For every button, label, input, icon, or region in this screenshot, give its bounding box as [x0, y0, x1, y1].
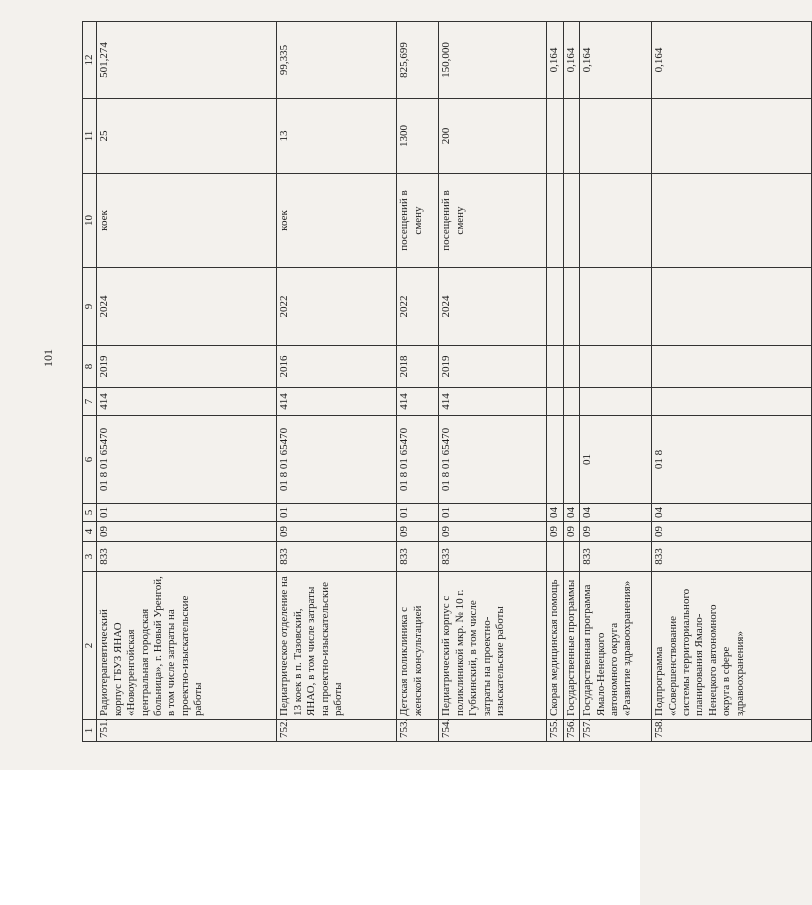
table-cell — [547, 268, 563, 346]
table-cell: 01 — [439, 504, 547, 522]
table-cell: 754. — [439, 720, 547, 742]
table-body — [83, 22, 812, 742]
table-cell — [547, 416, 563, 504]
rotated-table-area — [82, 22, 746, 742]
table-cell — [580, 174, 652, 268]
table-cell: 833 — [652, 542, 812, 572]
table-cell: 01 — [580, 416, 652, 504]
table-cell: 756. — [563, 720, 579, 742]
table-cell: Детская поликлиника с женской консультацией — [397, 572, 439, 720]
table-cell — [652, 268, 812, 346]
table-cell: 752. — [277, 720, 397, 742]
table-cell: 751. — [97, 720, 277, 742]
table-cell: 2024 — [439, 268, 547, 346]
header-cell: 5 — [83, 504, 97, 522]
header-row — [83, 22, 97, 742]
table-cell — [652, 99, 812, 174]
table-cell: 833 — [580, 542, 652, 572]
header-cell: 9 — [83, 268, 97, 346]
table-cell: 414 — [277, 388, 397, 416]
table-row — [97, 22, 277, 742]
table-cell: 01 — [97, 504, 277, 522]
table-cell: 755. — [547, 720, 563, 742]
page-number: 101 — [41, 349, 55, 367]
table-cell: 01 8 01 65470 — [97, 416, 277, 504]
table-cell: 0,164 — [563, 22, 579, 99]
header-cell: 7 — [83, 388, 97, 416]
table-cell: 99,335 — [277, 22, 397, 99]
table-cell: 200 — [439, 99, 547, 174]
table-cell: Педиатрический корпус с поликлиникой мкр. № 10 г. Губкинский, в том числе затраты на проектно-изыскательские работы — [439, 572, 547, 720]
table-cell — [580, 268, 652, 346]
table-cell: Подпрограмма «Совершенствование системы территориального планирования Ямало-Ненецкого автономного округа в сфере здравоохранения» — [652, 572, 812, 720]
table-cell: 01 8 01 65470 — [397, 416, 439, 504]
table-cell — [652, 174, 812, 268]
budget-table — [82, 21, 812, 742]
table-cell: 01 8 01 65470 — [277, 416, 397, 504]
table-cell — [580, 346, 652, 388]
table-cell: 150,000 — [439, 22, 547, 99]
table-cell: 758. — [652, 720, 812, 742]
table-cell: 501,274 — [97, 22, 277, 99]
table-cell: 757. — [580, 720, 652, 742]
table-cell — [563, 99, 579, 174]
table-cell: 09 — [652, 522, 812, 542]
table-cell: коек — [277, 174, 397, 268]
table-cell: 2019 — [439, 346, 547, 388]
table-cell — [563, 416, 579, 504]
table-cell: 09 — [563, 522, 579, 542]
table-cell: 01 — [277, 504, 397, 522]
table-cell: 04 — [563, 504, 579, 522]
table-cell: 04 — [652, 504, 812, 522]
header-cell: 4 — [83, 522, 97, 542]
table-cell — [580, 388, 652, 416]
table-cell: 825,699 — [397, 22, 439, 99]
table-cell — [547, 542, 563, 572]
table-cell — [563, 542, 579, 572]
table-cell — [547, 99, 563, 174]
header-cell: 11 — [83, 99, 97, 174]
table-row — [563, 22, 579, 742]
table-cell: 2022 — [277, 268, 397, 346]
table-cell: 414 — [439, 388, 547, 416]
table-cell: 0,164 — [652, 22, 812, 99]
table-cell: 01 — [397, 504, 439, 522]
table-cell — [563, 388, 579, 416]
table-cell: Государственная программа Ямало-Ненецкого автономного округа «Развитие здравоохранения» — [580, 572, 652, 720]
table-cell — [652, 346, 812, 388]
table-cell: Радиотерапевтический корпус ГБУЗ ЯНАО «Новоуренгойская центральная городская больница», г. Новый Уренгой, в том числе затраты на проектно-изыскательские работы — [97, 572, 277, 720]
header-cell: 10 — [83, 174, 97, 268]
table-cell: 753. — [397, 720, 439, 742]
table-cell: 04 — [547, 504, 563, 522]
table-cell: Государственные программы — [563, 572, 579, 720]
table-cell: 13 — [277, 99, 397, 174]
table-cell: Педиатрическое отделение на 13 коек в п. Тазовский, ЯНАО, в том числе затраты на проектно-изыскательские работы — [277, 572, 397, 720]
table-cell — [563, 346, 579, 388]
table-row — [580, 22, 652, 742]
table-cell — [547, 346, 563, 388]
table-cell: 0,164 — [547, 22, 563, 99]
table-cell: 2019 — [97, 346, 277, 388]
table-row — [652, 22, 812, 742]
table-cell — [547, 174, 563, 268]
page-margin — [0, 770, 640, 905]
header-cell: 8 — [83, 346, 97, 388]
table-cell: Скорая медицинская помощь — [547, 572, 563, 720]
table-cell — [652, 388, 812, 416]
table-cell — [563, 174, 579, 268]
header-cell: 2 — [83, 572, 97, 720]
table-cell — [563, 268, 579, 346]
header-cell: 3 — [83, 542, 97, 572]
header-cell: 12 — [83, 22, 97, 99]
table-cell — [580, 99, 652, 174]
table-cell: 09 — [397, 522, 439, 542]
table-cell: 1300 — [397, 99, 439, 174]
table-cell: 833 — [277, 542, 397, 572]
table-cell: 833 — [97, 542, 277, 572]
table-cell: 0,164 — [580, 22, 652, 99]
table-row — [547, 22, 563, 742]
table-cell: 414 — [97, 388, 277, 416]
table-cell: 09 — [580, 522, 652, 542]
table-cell: 414 — [397, 388, 439, 416]
table-cell: 01 8 01 65470 — [439, 416, 547, 504]
table-cell: посещений в смену — [439, 174, 547, 268]
table-cell: 09 — [439, 522, 547, 542]
table-cell: 833 — [397, 542, 439, 572]
header-cell: 1 — [83, 720, 97, 742]
table-cell: 09 — [97, 522, 277, 542]
table-cell: 833 — [439, 542, 547, 572]
table-cell: 25 — [97, 99, 277, 174]
table-cell: коек — [97, 174, 277, 268]
table-cell: 01 8 — [652, 416, 812, 504]
table-cell: 09 — [277, 522, 397, 542]
table-cell: 2024 — [97, 268, 277, 346]
table-cell: 2018 — [397, 346, 439, 388]
table-cell: 2022 — [397, 268, 439, 346]
table-row — [397, 22, 439, 742]
table-row — [277, 22, 397, 742]
table-row — [439, 22, 547, 742]
table-cell: 2016 — [277, 346, 397, 388]
table-cell — [547, 388, 563, 416]
table-cell: посещений в смену — [397, 174, 439, 268]
header-cell: 6 — [83, 416, 97, 504]
table-cell: 04 — [580, 504, 652, 522]
table-cell: 09 — [547, 522, 563, 542]
